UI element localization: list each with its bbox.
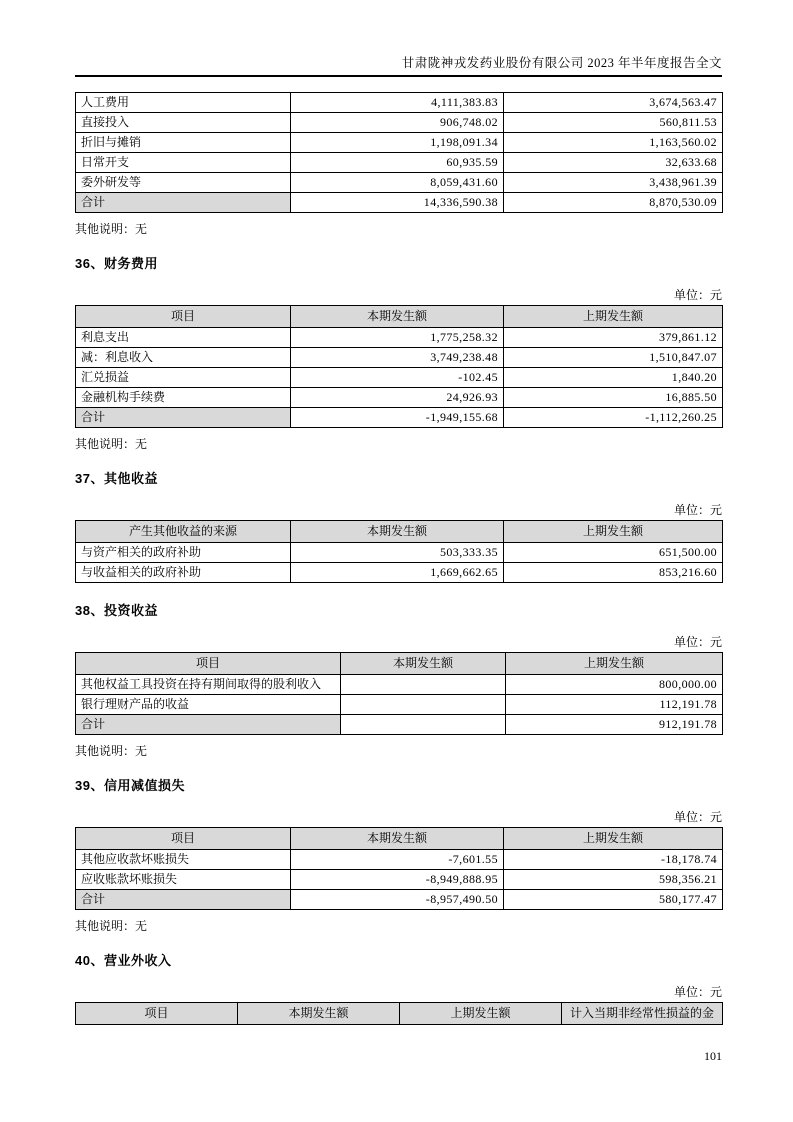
table-row bbox=[76, 193, 723, 213]
current-amount-cell: 1,198,091.34 bbox=[291, 133, 504, 153]
current-amount-cell: 906,748.02 bbox=[291, 113, 504, 133]
section-40 bbox=[75, 952, 722, 1025]
item-label-cell: 金融机构手续费 bbox=[76, 388, 291, 408]
current-amount-cell: -8,957,490.50 bbox=[291, 890, 504, 910]
column-header: 项目 bbox=[76, 828, 291, 850]
column-header: 上期发生额 bbox=[504, 306, 723, 328]
table-row bbox=[76, 113, 723, 133]
table-header-row bbox=[76, 306, 723, 328]
prior-amount-cell: -1,112,260.25 bbox=[504, 408, 723, 428]
prior-amount-cell: 598,356.21 bbox=[504, 870, 723, 890]
section-39 bbox=[75, 777, 722, 933]
item-label-cell: 直接投入 bbox=[76, 113, 291, 133]
item-label-cell: 其他应收款坏账损失 bbox=[76, 850, 291, 870]
current-amount-cell: 1,669,662.65 bbox=[291, 563, 504, 583]
table-row bbox=[76, 348, 723, 368]
item-label-cell: 汇兑损益 bbox=[76, 368, 291, 388]
column-header: 本期发生额 bbox=[291, 828, 504, 850]
table-row bbox=[76, 408, 723, 428]
table-rd-expense-continued bbox=[75, 92, 722, 213]
current-amount-cell bbox=[341, 715, 506, 735]
table-row bbox=[76, 870, 723, 890]
current-amount-cell: -1,949,155.68 bbox=[291, 408, 504, 428]
unit-label: 单位：元 bbox=[673, 635, 722, 649]
data-table bbox=[75, 652, 723, 735]
data-table bbox=[75, 1002, 723, 1025]
prior-amount-cell: 379,861.12 bbox=[504, 328, 723, 348]
table-financial-expenses bbox=[75, 305, 722, 428]
column-header: 计入当期非经常性损益的金 bbox=[562, 1003, 723, 1025]
item-label-cell: 折旧与摊销 bbox=[76, 133, 291, 153]
table-row bbox=[76, 153, 723, 173]
item-label-cell: 委外研发等 bbox=[76, 173, 291, 193]
table-credit-impairment-loss bbox=[75, 827, 722, 910]
item-label-cell: 合计 bbox=[76, 890, 291, 910]
page-header bbox=[75, 0, 722, 77]
table-row bbox=[76, 543, 723, 563]
column-header: 产生其他收益的来源 bbox=[76, 521, 291, 543]
prior-amount-cell: 560,811.53 bbox=[504, 113, 723, 133]
section-title: 36、财务费用 bbox=[75, 256, 158, 271]
column-header: 本期发生额 bbox=[291, 521, 504, 543]
column-header: 上期发生额 bbox=[506, 653, 723, 675]
column-header: 项目 bbox=[76, 306, 291, 328]
prior-amount-cell: 1,840.20 bbox=[504, 368, 723, 388]
unit-label: 单位：元 bbox=[673, 985, 722, 999]
current-amount-cell: 4,111,383.83 bbox=[291, 93, 504, 113]
prior-amount-cell: -18,178.74 bbox=[504, 850, 723, 870]
column-header: 上期发生额 bbox=[400, 1003, 562, 1025]
prior-amount-cell: 112,191.78 bbox=[506, 695, 723, 715]
data-table bbox=[75, 827, 723, 910]
unit-label: 单位：元 bbox=[673, 288, 722, 302]
table-row bbox=[76, 890, 723, 910]
item-label-cell: 人工费用 bbox=[76, 93, 291, 113]
table-row bbox=[76, 695, 723, 715]
unit-label: 单位：元 bbox=[673, 503, 722, 517]
column-header: 上期发生额 bbox=[504, 521, 723, 543]
section-title: 39、信用减值损失 bbox=[75, 778, 185, 793]
prior-amount-cell: 16,885.50 bbox=[504, 388, 723, 408]
prior-amount-cell: 8,870,530.09 bbox=[504, 193, 723, 213]
current-amount-cell: 14,336,590.38 bbox=[291, 193, 504, 213]
current-amount-cell: 503,333.35 bbox=[291, 543, 504, 563]
page-number: 101 bbox=[704, 1049, 722, 1063]
other-note: 其他说明：无 bbox=[75, 744, 148, 758]
prior-amount-cell: 1,510,847.07 bbox=[504, 348, 723, 368]
current-amount-cell: 8,059,431.60 bbox=[291, 173, 504, 193]
data-table bbox=[75, 305, 723, 428]
prior-amount-cell: 800,000.00 bbox=[506, 675, 723, 695]
section-36 bbox=[75, 255, 722, 451]
prior-amount-cell: 1,163,560.02 bbox=[504, 133, 723, 153]
current-amount-cell: 60,935.59 bbox=[291, 153, 504, 173]
item-label-cell: 其他权益工具投资在持有期间取得的股利收入 bbox=[76, 675, 341, 695]
prior-amount-cell: 853,216.60 bbox=[504, 563, 723, 583]
table-row bbox=[76, 388, 723, 408]
table-header-row bbox=[76, 521, 723, 543]
item-label-cell: 合计 bbox=[76, 715, 341, 735]
section-title: 37、其他收益 bbox=[75, 471, 158, 486]
table-row bbox=[76, 368, 723, 388]
item-label-cell: 利息支出 bbox=[76, 328, 291, 348]
table-non-operating-income bbox=[75, 1002, 722, 1025]
column-header: 上期发生额 bbox=[504, 828, 723, 850]
prior-amount-cell: 3,438,961.39 bbox=[504, 173, 723, 193]
table-row bbox=[76, 133, 723, 153]
prior-amount-cell: 32,633.68 bbox=[504, 153, 723, 173]
unit-label: 单位：元 bbox=[673, 810, 722, 824]
table-row bbox=[76, 850, 723, 870]
column-header: 本期发生额 bbox=[341, 653, 506, 675]
column-header: 项目 bbox=[76, 1003, 238, 1025]
page-header-title: 甘肃陇神戎发药业股份有限公司 2023 年半年度报告全文 bbox=[401, 56, 722, 70]
current-amount-cell: -102.45 bbox=[291, 368, 504, 388]
current-amount-cell: 24,926.93 bbox=[291, 388, 504, 408]
table-row bbox=[76, 173, 723, 193]
table-row bbox=[76, 715, 723, 735]
item-label-cell: 与资产相关的政府补助 bbox=[76, 543, 291, 563]
prior-amount-cell: 580,177.47 bbox=[504, 890, 723, 910]
table-other-income bbox=[75, 520, 722, 583]
item-label-cell: 合计 bbox=[76, 408, 291, 428]
table-row bbox=[76, 675, 723, 695]
prior-amount-cell: 3,674,563.47 bbox=[504, 93, 723, 113]
table-header-row bbox=[76, 1003, 723, 1025]
other-note: 其他说明：无 bbox=[75, 437, 148, 451]
table-row bbox=[76, 328, 723, 348]
column-header: 本期发生额 bbox=[291, 306, 504, 328]
other-note: 其他说明：无 bbox=[75, 919, 148, 933]
report-page bbox=[75, 0, 722, 1063]
current-amount-cell: 1,775,258.32 bbox=[291, 328, 504, 348]
item-label-cell: 与收益相关的政府补助 bbox=[76, 563, 291, 583]
table-header-row bbox=[76, 828, 723, 850]
section-38 bbox=[75, 602, 722, 758]
section-title: 40、营业外收入 bbox=[75, 953, 172, 968]
column-header: 项目 bbox=[76, 653, 341, 675]
item-label-cell: 应收账款坏账损失 bbox=[76, 870, 291, 890]
current-amount-cell bbox=[341, 695, 506, 715]
section-title: 38、投资收益 bbox=[75, 603, 158, 618]
table-investment-income bbox=[75, 652, 722, 735]
item-label-cell: 银行理财产品的收益 bbox=[76, 695, 341, 715]
column-header: 本期发生额 bbox=[238, 1003, 400, 1025]
current-amount-cell: -8,949,888.95 bbox=[291, 870, 504, 890]
item-label-cell: 合计 bbox=[76, 193, 291, 213]
table-header-row bbox=[76, 653, 723, 675]
current-amount-cell: -7,601.55 bbox=[291, 850, 504, 870]
data-table bbox=[75, 520, 723, 583]
item-label-cell: 减：利息收入 bbox=[76, 348, 291, 368]
prior-amount-cell: 912,191.78 bbox=[506, 715, 723, 735]
section-37 bbox=[75, 470, 722, 583]
current-amount-cell bbox=[341, 675, 506, 695]
table-row bbox=[76, 93, 723, 113]
current-amount-cell: 3,749,238.48 bbox=[291, 348, 504, 368]
table-row bbox=[76, 563, 723, 583]
item-label-cell: 日常开支 bbox=[76, 153, 291, 173]
data-table bbox=[75, 92, 723, 213]
prior-amount-cell: 651,500.00 bbox=[504, 543, 723, 563]
other-note: 其他说明：无 bbox=[75, 222, 148, 236]
